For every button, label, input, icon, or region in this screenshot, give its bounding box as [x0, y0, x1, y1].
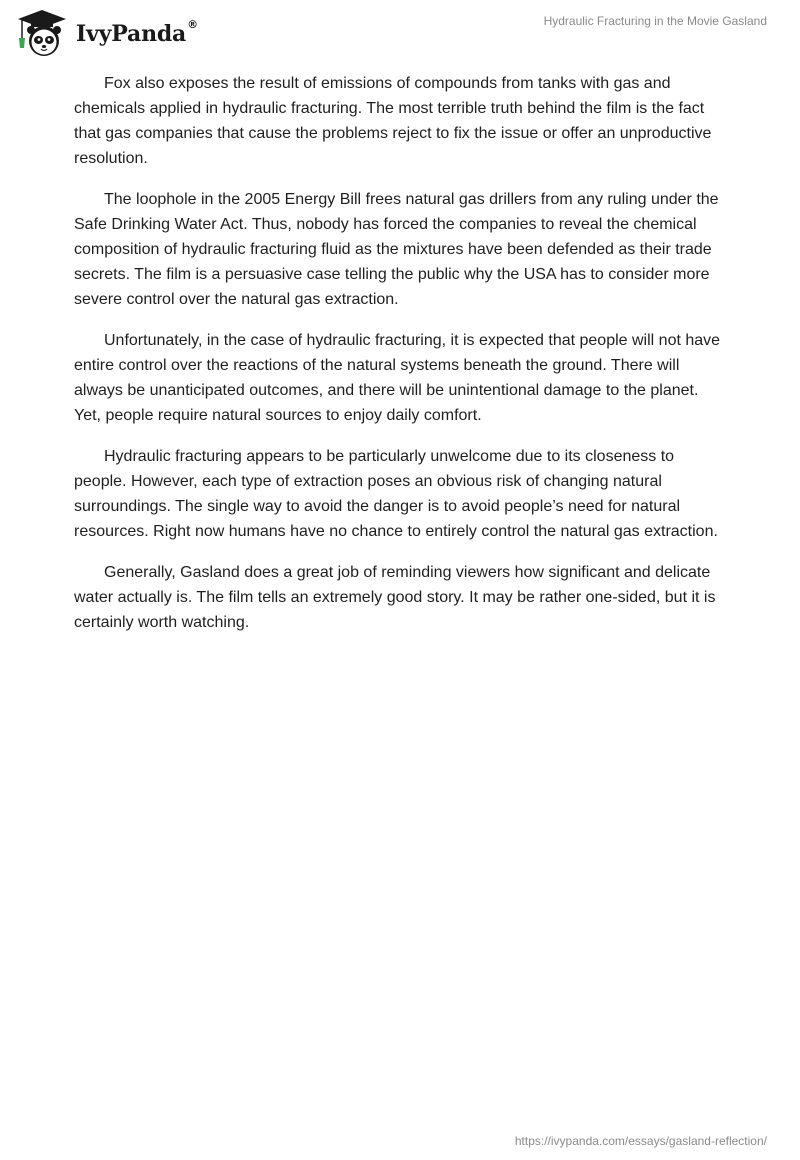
running-title: Hydraulic Fracturing in the Movie Gasland: [543, 14, 767, 28]
registered-mark: ®: [187, 18, 198, 31]
logo-wordmark: IvyPanda®: [76, 18, 198, 47]
paragraph: Hydraulic fracturing appears to be particularly unwelcome due to its closeness to people. However, each type of extraction poses an obvious risk of changing natural surroundings. The single way to avoid the danger is to avoid people’s need for natural resources. Right now humans have no chance to entirely control the natural gas extraction.: [74, 448, 718, 540]
paragraph: Fox also exposes the result of emissions of compounds from tanks with gas and chemicals applied in hydraulic fracturing. The most terrible truth behind the film is the fact that gas companies that cause the problems reject to fix the issue or offer an unproductive resolution.: [74, 75, 712, 167]
panda-graduation-cap-icon: [14, 8, 70, 58]
source-url[interactable]: https://ivypanda.com/essays/gasland-reflection/: [514, 1134, 767, 1148]
paragraph: The loophole in the 2005 Energy Bill frees natural gas drillers from any ruling under the Safe Drinking Water Act. Thus, nobody has forced the companies to reveal the chemical composition of hydraulic fracturing fluid as the mixtures have been defended as their trade secrets. The film is a persuasive case telling the public why the USA has to consider more severe control over the natural gas extraction.: [74, 191, 719, 308]
paragraph: Generally, Gasland does a great job of reminding viewers how significant and delicate water actually is. The film tells an extremely good story. It may be rather one-sided, but it is certainly worth watching.: [74, 564, 716, 631]
ivypanda-logo[interactable]: [14, 8, 198, 58]
essay-body: [74, 71, 726, 651]
paragraph: Unfortunately, in the case of hydraulic fracturing, it is expected that people will not have entire control over the reactions of the natural systems beneath the ground. There will always be unanticipated outcomes, and there will be unintentional damage to the planet. Yet, people require natural sources to enjoy daily comfort.: [74, 332, 721, 424]
